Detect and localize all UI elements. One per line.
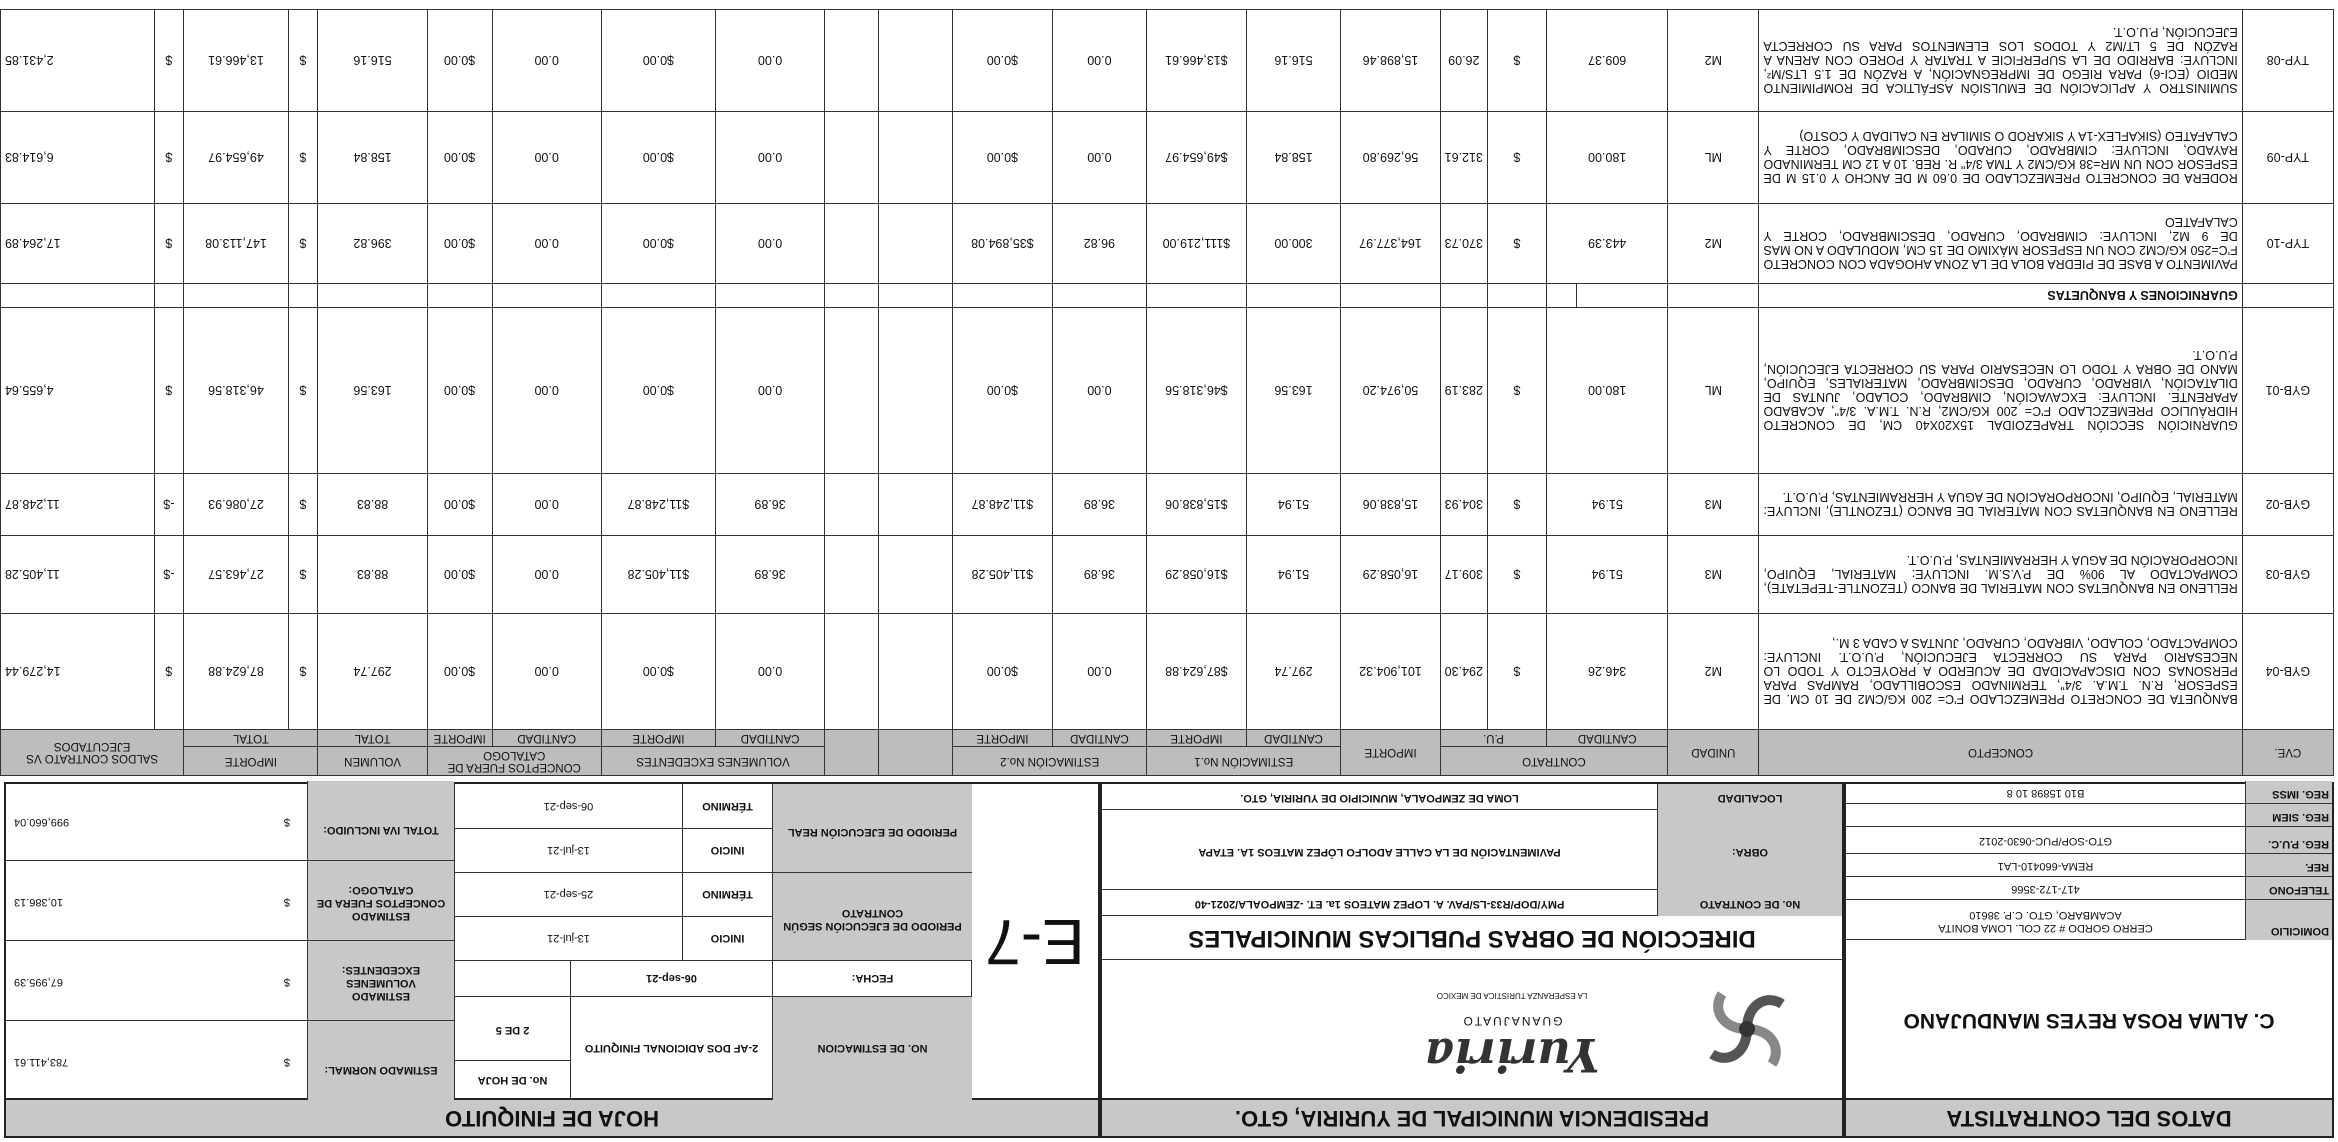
total-currency: $: [283, 816, 291, 828]
pu-cell: 312.61: [1440, 112, 1487, 204]
saldo-sign-cell: $: [154, 308, 184, 474]
importe-cell: 15,838.06: [1341, 474, 1440, 536]
finiquito-panel: [4, 782, 1100, 1138]
est2-cantidad-cell: 0.00: [1052, 112, 1147, 204]
fuera-cat-importe-cell: $0.00: [427, 308, 492, 474]
sub-total: TOTAL: [184, 730, 318, 747]
hoja-label: No. DE HOJA: [454, 1060, 570, 1100]
empty-cell: [825, 308, 879, 474]
saldo-cell: 2,431.85: [1, 10, 155, 112]
fuera-cat-cantidad-cell: 0.00: [492, 10, 601, 112]
total-label: ESTIMADO VOLUMENES EXCEDENTES:: [307, 941, 454, 1020]
contract-label: No. DE CONTRATO: [1657, 890, 1842, 916]
concepto-cell: RELLENO EN BANQUETAS CON MATERIAL DE BANCO (TEZONTLE), INCLUYE: MATERIAL, EQUIPO, INCORPORACIÓN DE AGUA Y HERRAMIENTAS, P.U.O.T.: [1759, 474, 2242, 536]
cantidad-cell: 443.39: [1547, 204, 1668, 284]
table-row: [1, 204, 2334, 284]
total-value: 783,411.61: [14, 1056, 69, 1068]
empty-cell: [879, 112, 953, 204]
cantidad-cell: 346.26: [1547, 614, 1668, 730]
real-inicio-value: 13-jul-21: [454, 828, 682, 872]
concepto-cell: SUMINISTRO Y APLICACIÓN DE EMULSIÓN ASFÁLTICA DE ROMPIMIENTO MEDIO (ECI-6) PARA RIEGO DE IMPREGNACIÓN, A RAZÓN DE 1.5 LTS/M², INCLUYE: BARRIDO DE LA SUPERFICIE A TRATAR Y POREO CON ARENA A RAZÓN DE 5 LT/M2 Y TODOS LOS ELEMENTOS PARA SU CORRECTA EJECUCIÓN, P.U.O.T.: [1759, 10, 2242, 112]
table-row: [1, 536, 2334, 614]
contract-value: PMY/DOP/R33-LS/PAV. A. LOPEZ MATEOS 1a. ET. -ZEMPOALA/2021-40: [1194, 898, 1565, 910]
estimacion-value: 2-AF DOS ADICIONAL FINIQUITO: [570, 996, 772, 1100]
importe-total-cell: 27,086.93: [184, 474, 288, 536]
empty-cell: [1052, 284, 1147, 308]
yuriria-logo: [1412, 972, 1612, 1082]
empty-cell: [1576, 284, 1667, 308]
contractor-row: [1846, 803, 2332, 826]
est1-cantidad-cell: 300.00: [1246, 204, 1341, 284]
contractor-row-label: REG. P.U.C.: [2245, 827, 2332, 853]
saldo-sign-cell: -$: [154, 474, 184, 536]
empty-cell: [825, 10, 879, 112]
importe-total-cell: 13,466.61: [184, 10, 288, 112]
unidad-cell: M3: [1668, 536, 1759, 614]
importe-total-cell: 49,654.97: [184, 112, 288, 204]
est1-cantidad-cell: 158.84: [1246, 112, 1341, 204]
currency-sign: $: [288, 10, 318, 112]
unidad-cell: M2: [1668, 204, 1759, 284]
saldo-cell: 17,264.89: [1, 204, 155, 284]
concepto-cell: PAVIMENTO A BASE DE PIEDRA BOLA DE LA ZONA AHOGADA CON CONCRETO F'C=250 KG/CM2 CON UN ESPESOR MÁXIMO DE 15 CM, MODULADO A NO MAS DE 9 M2, INCLUYE: CIMBRADO, CURADO, DESCIMBRADO, CORTE Y CALAFATEO: [1759, 204, 2242, 284]
contractor-row-label: REG. SIEM: [2245, 804, 2332, 826]
empty-cell: [879, 308, 953, 474]
importe-total-cell: 27,463.57: [184, 536, 288, 614]
cantidad-cell: 180.00: [1547, 112, 1668, 204]
header-importe: IMPORTE: [1341, 730, 1440, 776]
est2-cantidad-cell: 36.89: [1052, 536, 1147, 614]
cve-cell: GYB-01: [2242, 308, 2333, 474]
vol-exc-cantidad-cell: 0.00: [715, 112, 824, 204]
concepts-table: [0, 9, 2334, 776]
sub-pu: P.U.: [1440, 730, 1546, 747]
contractor-name: C. ALMA ROSA REYES MANDUJANO: [1846, 939, 2332, 1100]
contractor-row-label: REF.: [2245, 854, 2332, 876]
importe-cell: 164,377.97: [1341, 204, 1440, 284]
vol-exc-cantidad-cell: 36.89: [715, 474, 824, 536]
table-row: [1, 10, 2334, 112]
contractor-row-label: DOMICILIO: [2245, 900, 2332, 940]
importe-cell: 101,904.32: [1341, 614, 1440, 730]
localidad-label: LOCALIDAD: [1657, 784, 1842, 810]
saldo-sign-cell: $: [154, 204, 184, 284]
fuera-cat-importe-cell: $0.00: [427, 112, 492, 204]
saldo-cell: 6,614.83: [1, 112, 155, 204]
empty-cell: [492, 284, 601, 308]
empty-cell: [288, 284, 318, 308]
concepto-cell: BANQUETA DE CONCRETO PREMEZCLADO F'C= 200 KG/CM2 DE 10 CM. DE ESPESOR, R.N. T.M.A. 3/4", TERMINADO ESCOBILLADO, RAMPAS PARA PERSONAS CON DISCAPACIDAD DE ACUERDO A PROYECTO Y TODO LO NECESARIO PARA SU CORRECTA EJECUCIÓN, P.U.O.T. INCLUYE: COMPACTADO, COLADO, VIBRADO, CURADO, JUNTAS A CADA 3 M.,: [1759, 614, 2242, 730]
vol-exc-cantidad-cell: 0.00: [715, 614, 824, 730]
total-row: [6, 940, 454, 1020]
vol-exc-importe-cell: $0.00: [601, 614, 715, 730]
saldo-sign-cell: $: [154, 614, 184, 730]
empty-cell: [879, 284, 953, 308]
cantidad-cell: 51.94: [1547, 474, 1668, 536]
unidad-cell: ML: [1668, 112, 1759, 204]
est1-importe-cell: $49,654.97: [1147, 112, 1247, 204]
empty-cell: [1547, 284, 1577, 308]
est2-importe-cell: $11,248.87: [953, 474, 1052, 536]
cantidad-cell: 180.00: [1547, 308, 1668, 474]
est1-cantidad-cell: 297.74: [1246, 614, 1341, 730]
fuera-cat-cantidad-cell: 0.00: [492, 474, 601, 536]
fecha-value: 06-sep-21: [570, 960, 772, 996]
currency-sign: $: [288, 204, 318, 284]
unidad-cell: M2: [1668, 10, 1759, 112]
fuera-cat-importe-cell: $0.00: [427, 536, 492, 614]
importe-total-cell: 147,113.08: [184, 204, 288, 284]
cve-cell: TYP-09: [2242, 112, 2333, 204]
est1-importe-cell: $87,624.88: [1147, 614, 1247, 730]
saldo-cell: 14,279.44: [1, 614, 155, 730]
total-value: 999,660.04: [14, 816, 70, 828]
section-row: [1, 284, 2334, 308]
table-row: [1, 474, 2334, 536]
empty-cell: [1487, 284, 1546, 308]
header-est1: ESTIMACIÓN No.1: [1147, 747, 1341, 776]
contractor-row: [1846, 781, 2332, 803]
vol-exc-importe-cell: $0.00: [601, 112, 715, 204]
saldo-sign-cell: $: [154, 10, 184, 112]
volumen-total-cell: 516.16: [318, 10, 427, 112]
sub-importe: IMPORTE: [427, 730, 492, 747]
vol-exc-cantidad-cell: 36.89: [715, 536, 824, 614]
fuera-cat-cantidad-cell: 0.00: [492, 112, 601, 204]
pu-cell: 283.19: [1440, 308, 1487, 474]
est1-importe-cell: $15,838.06: [1147, 474, 1247, 536]
currency-sign: $: [288, 614, 318, 730]
estimacion-label: NO. DE ESTIMACION: [772, 996, 972, 1100]
vol-exc-importe-cell: $0.00: [601, 308, 715, 474]
currency-sign: $: [288, 536, 318, 614]
contractor-panel: [1844, 782, 2334, 1138]
header-cve: CVE.: [2242, 730, 2333, 776]
currency-sign: $: [1487, 112, 1546, 204]
total-value: 10,386.13: [14, 896, 63, 908]
header-concepto: CONCEPTO: [1759, 730, 2242, 776]
contractor-rows: [1846, 781, 2332, 940]
sheet-title: HOJA DE FINIQUITO: [6, 1098, 1098, 1136]
empty-cell: [184, 284, 288, 308]
est2-importe-cell: $0.00: [953, 614, 1052, 730]
volumen-total-cell: 88.83: [318, 536, 427, 614]
header-blank: [825, 730, 879, 776]
contractor-section-title: DATOS DEL CONTRATISTA: [1846, 1098, 2332, 1136]
fuera-cat-importe-cell: $0.00: [427, 204, 492, 284]
yuriria-logo-sub: GUANAJUATO: [1461, 1014, 1563, 1028]
est1-importe-cell: $46,318.56: [1147, 308, 1247, 474]
header-vol-exc: VOLUMENES EXCEDENTES: [601, 747, 824, 776]
vol-exc-importe-cell: $0.00: [601, 204, 715, 284]
volumen-total-cell: 158.84: [318, 112, 427, 204]
total-currency: $: [283, 896, 291, 908]
header-saldos: SALDOS CONTRATO VS EJECUTADOS: [1, 730, 184, 776]
cve-cell: GYB-03: [2242, 536, 2333, 614]
table-body: [1, 10, 2334, 730]
importe-cell: 56,269.80: [1341, 112, 1440, 204]
obra-value: PAVIMENTACIÓN DE LA CALLE ADOLFO LÓPEZ MATEOS 1A. ETAPA: [1198, 846, 1561, 858]
header-blank: [879, 730, 953, 776]
empty-cell: [879, 614, 953, 730]
fuera-cat-cantidad-cell: 0.00: [492, 614, 601, 730]
est2-importe-cell: $0.00: [953, 10, 1052, 112]
empty-cell: [427, 284, 492, 308]
contractor-row: [1846, 899, 2332, 940]
volumen-total-cell: 396.82: [318, 204, 427, 284]
contractor-row-label: REG. IMSS: [2245, 781, 2332, 803]
unidad-cell: M3: [1668, 474, 1759, 536]
importe-cell: 50,974.20: [1341, 308, 1440, 474]
empty-cell: [825, 284, 879, 308]
header-importe-total: IMPORTE: [184, 747, 318, 776]
periodo-real-label: PERIODO DE EJECUCIÓN REAL: [772, 784, 972, 872]
sub-cantidad: CANTIDAD: [1547, 730, 1668, 747]
real-inicio-label: INICIO: [682, 828, 772, 872]
empty-cell: [715, 284, 824, 308]
localidad-value: LOMA DE ZEMPOALA, MUNICIPIO DE YURIRIA, GTO.: [1240, 792, 1519, 804]
fecha-spacer: [454, 960, 570, 996]
pu-cell: 26.09: [1440, 10, 1487, 112]
header-unidad: UNIDAD: [1668, 730, 1759, 776]
importe-cell: 16,058.29: [1341, 536, 1440, 614]
importe-total-cell: 46,318.56: [184, 308, 288, 474]
cve-cell: TYP-08: [2242, 10, 2333, 112]
contractor-row: [1846, 853, 2332, 876]
est1-cantidad-cell: 516.16: [1246, 10, 1341, 112]
sub-total: TOTAL: [318, 730, 427, 747]
section-title: GUARNICIONES Y BANQUETAS: [1759, 284, 2242, 308]
empty-cell: [879, 10, 953, 112]
currency-sign: $: [1487, 204, 1546, 284]
importe-cell: 15,898.46: [1341, 10, 1440, 112]
table-header-row: [1, 747, 2334, 776]
empty-cell: [879, 536, 953, 614]
est1-importe-cell: $13,466.61: [1147, 10, 1247, 112]
concepto-cell: RELLENO EN BANQUETAS CON MATERIAL DE BANCO (TEZONTLE-TEPETATE), COMPACTADO AL 90% DE P.V.S.M. INCLUYE: MATERIAL, EQUIPO, INCORPORACIÓN DE AGUA Y HERRAMIENTAS, P.U.O.T.: [1759, 536, 2242, 614]
empty-cell: [953, 284, 1052, 308]
sub-importe: IMPORTE: [1147, 730, 1247, 747]
currency-sign: $: [1487, 474, 1546, 536]
contract-row: [1102, 889, 1842, 916]
contractor-row-value: [1846, 804, 2245, 826]
vol-exc-cantidad-cell: 0.00: [715, 10, 824, 112]
total-label: ESTIMADO NORMAL:: [307, 1021, 454, 1100]
unidad-cell: ML: [1668, 308, 1759, 474]
currency-sign: $: [1487, 614, 1546, 730]
sub-cantidad: CANTIDAD: [715, 730, 824, 747]
currency-sign: $: [1487, 308, 1546, 474]
fuera-cat-importe-cell: $0.00: [427, 10, 492, 112]
est2-cantidad-cell: 0.00: [1052, 614, 1147, 730]
currency-sign: $: [288, 112, 318, 204]
saldo-cell: 4,655.64: [1, 308, 155, 474]
est2-cantidad-cell: 0.00: [1052, 308, 1147, 474]
pu-cell: 370.73: [1440, 204, 1487, 284]
contractor-row-value: CERRO GORDO # 22 COL. LOMA BONITA ACAMBARO, GTO. C.P. 38610: [1938, 909, 2153, 934]
saldo-sign-cell: -$: [154, 536, 184, 614]
est1-cantidad-cell: 163.56: [1246, 308, 1341, 474]
contractor-row-value: B10 15898 10 8: [2006, 787, 2085, 799]
contrato-inicio-value: 13-jul-21: [454, 916, 682, 960]
header-est2: ESTIMACIÓN No.2: [953, 747, 1147, 776]
currency-sign: $: [288, 308, 318, 474]
real-termino-label: TÉRMINO: [682, 784, 772, 828]
empty-cell: [825, 536, 879, 614]
est2-importe-cell: $0.00: [953, 112, 1052, 204]
total-value: 67,995.39: [14, 976, 63, 988]
empty-cell: [825, 474, 879, 536]
saldo-cell: 11,248.87: [1, 474, 155, 536]
logos-area: [1102, 959, 1842, 1100]
empty-cell: [879, 204, 953, 284]
localidad-row: [1102, 784, 1842, 810]
est1-importe-cell: $111,219.00: [1147, 204, 1247, 284]
currency-sign: $: [1487, 536, 1546, 614]
empty-cell: [879, 474, 953, 536]
est2-cantidad-cell: 96.82: [1052, 204, 1147, 284]
contractor-row: [1846, 826, 2332, 853]
totals-block: [6, 784, 454, 1100]
total-row: [6, 781, 454, 860]
header-contrato: CONTRATO: [1440, 747, 1667, 776]
est1-cantidad-cell: 51.94: [1246, 536, 1341, 614]
saldo-cell: 11,405.28: [1, 536, 155, 614]
currency-sign: $: [288, 474, 318, 536]
est1-importe-cell: $16,058.29: [1147, 536, 1247, 614]
swirl-logo-icon: [1692, 974, 1802, 1084]
header-fuera-cat: CONCEPTOS FUERA DE CATALOGO: [427, 747, 601, 776]
fuera-cat-importe-cell: $0.00: [427, 474, 492, 536]
unidad-cell: M2: [1668, 614, 1759, 730]
vol-exc-importe-cell: $0.00: [601, 10, 715, 112]
yuriria-logo-text: Yuriria: [1424, 1028, 1600, 1082]
table-row: [1, 308, 2334, 474]
department-title: DIRECCIÓN DE OBRAS PUBLICAS MUNICIPALES: [1102, 915, 1842, 960]
total-row: [6, 1020, 454, 1100]
cantidad-cell: 609.37: [1547, 10, 1668, 112]
vol-exc-importe-cell: $11,248.87: [601, 474, 715, 536]
volumen-total-cell: 163.56: [318, 308, 427, 474]
empty-cell: [318, 284, 427, 308]
sub-cantidad: CANTIDAD: [1052, 730, 1147, 747]
cve-cell: [2242, 284, 2333, 308]
cve-cell: GYB-04: [2242, 614, 2333, 730]
fuera-cat-cantidad-cell: 0.00: [492, 204, 601, 284]
est2-importe-cell: $35,894.08: [953, 204, 1052, 284]
cve-cell: TYP-10: [2242, 204, 2333, 284]
volumen-total-cell: 297.74: [318, 614, 427, 730]
vol-exc-importe-cell: $11,405.28: [601, 536, 715, 614]
total-currency: $: [283, 976, 291, 988]
empty-cell: [1341, 284, 1440, 308]
concepto-cell: RODERA DE CONCRETO PREMEZCLADO DE 0.60 M DE ANCHO Y 0.15 M DE ESPESOR CON UN MR=38 KG/CM2 Y TMA 3/4" R. REB. 10 A 12 CM TERMINADO RAYADO, INCLUYE: CIMBRADO, CURADO, DESCIMBRADO, CORTE Y CALAFATEO (SIKAFLEX-1A Y SIKAROD O SIMILAR EN CALIDAD Y COSTO): [1759, 112, 2242, 204]
volumen-total-cell: 88.83: [318, 474, 427, 536]
hoja-value: 2 DE 5: [454, 996, 570, 1060]
total-currency: $: [283, 1056, 291, 1068]
currency-sign: $: [1487, 10, 1546, 112]
vol-exc-cantidad-cell: 0.00: [715, 204, 824, 284]
municipality-panel: [1100, 782, 1844, 1138]
empty-cell: [1668, 284, 1759, 308]
empty-cell: [825, 112, 879, 204]
empty-cell: [825, 614, 879, 730]
pu-cell: 294.30: [1440, 614, 1487, 730]
periodo-contrato-label: PERIODO DE EJECUCIÓN SEGÚN CONTRATO: [772, 872, 972, 960]
contractor-row-value: REMA-660410-LA1: [1997, 860, 2094, 872]
saldo-sign-cell: $: [154, 112, 184, 204]
empty-cell: [1246, 284, 1341, 308]
est2-cantidad-cell: 36.89: [1052, 474, 1147, 536]
contractor-row: [1846, 876, 2332, 899]
sub-cantidad: CANTIDAD: [1246, 730, 1341, 747]
contrato-inicio-label: INICIO: [682, 916, 772, 960]
contractor-row-value: 417-172-3566: [2011, 883, 2080, 895]
contrato-termino-label: TÉRMINO: [682, 872, 772, 916]
empty-cell: [601, 284, 715, 308]
total-label: TOTAL IVA INCLUIDO:: [307, 781, 454, 860]
sub-importe: IMPORTE: [601, 730, 715, 747]
table-row: [1, 614, 2334, 730]
contractor-row-label: TELEFONO: [2245, 877, 2332, 899]
cantidad-cell: 51.94: [1547, 536, 1668, 614]
fuera-cat-cantidad-cell: 0.00: [492, 536, 601, 614]
contrato-termino-value: 25-sep-21: [454, 872, 682, 916]
fuera-cat-cantidad-cell: 0.00: [492, 308, 601, 474]
sub-cantidad: CANTIDAD: [492, 730, 601, 747]
empty-cell: [154, 284, 184, 308]
empty-cell: [1440, 284, 1487, 308]
empty-cell: [1147, 284, 1247, 308]
est1-cantidad-cell: 51.94: [1246, 474, 1341, 536]
cve-cell: GYB-02: [2242, 474, 2333, 536]
yuriria-logo-tagline: LA ESPERANZA TURISTICA DE MEXICO: [1436, 991, 1588, 1000]
pu-cell: 304.93: [1440, 474, 1487, 536]
vol-exc-cantidad-cell: 0.00: [715, 308, 824, 474]
est2-importe-cell: $0.00: [953, 308, 1052, 474]
importe-total-cell: 87,624.88: [184, 614, 288, 730]
fuera-cat-importe-cell: $0.00: [427, 614, 492, 730]
obra-row: [1102, 809, 1842, 890]
concepto-cell: GUARNICIÓN SECCIÓN TRAPEZOIDAL 15X20X40 CM, DE CONCRETO HIDRÁULICO PREMEZCLADO F'C= 200 KG/CM2, R.N. T.M.A. 3/4", ACABADO APARENTE. INCLUYE: EXCAVACIÓN, CIMBRADO, COLADO, JUNTAS DE DILATACIÓN, VIBRADO, CURADO, DESCIMBRADO, MATERIALES, EQUIPO, MANO DE OBRA Y TODO LO NECESARIO PARA SU CORRECTA EJECUCIÓN, P.U.O.T.: [1759, 308, 2242, 474]
pu-cell: 309.17: [1440, 536, 1487, 614]
empty-cell: [1, 284, 155, 308]
est2-cantidad-cell: 0.00: [1052, 10, 1147, 112]
fecha-label: FECHA:: [772, 960, 972, 996]
municipality-title: PRESIDENCIA MUNICIPAL DE YURIRIA, GTO.: [1102, 1098, 1842, 1136]
header-volumen: VOLUMEN: [318, 747, 427, 776]
table-row: [1, 112, 2334, 204]
total-row: [6, 860, 454, 940]
contractor-row-value: GTO-SOP/PUC-0630-2012: [1978, 835, 2113, 847]
total-label: ESTIMADO CONCEPTOS FUERA DE CATALOGO:: [307, 861, 454, 940]
obra-label: OBRA:: [1657, 810, 1842, 890]
real-termino-value: 06-sep-21: [454, 784, 682, 828]
est2-importe-cell: $11,405.28: [953, 536, 1052, 614]
sheet-code: E-7: [971, 784, 1098, 1100]
empty-cell: [825, 204, 879, 284]
sub-importe: IMPORTE: [953, 730, 1052, 747]
